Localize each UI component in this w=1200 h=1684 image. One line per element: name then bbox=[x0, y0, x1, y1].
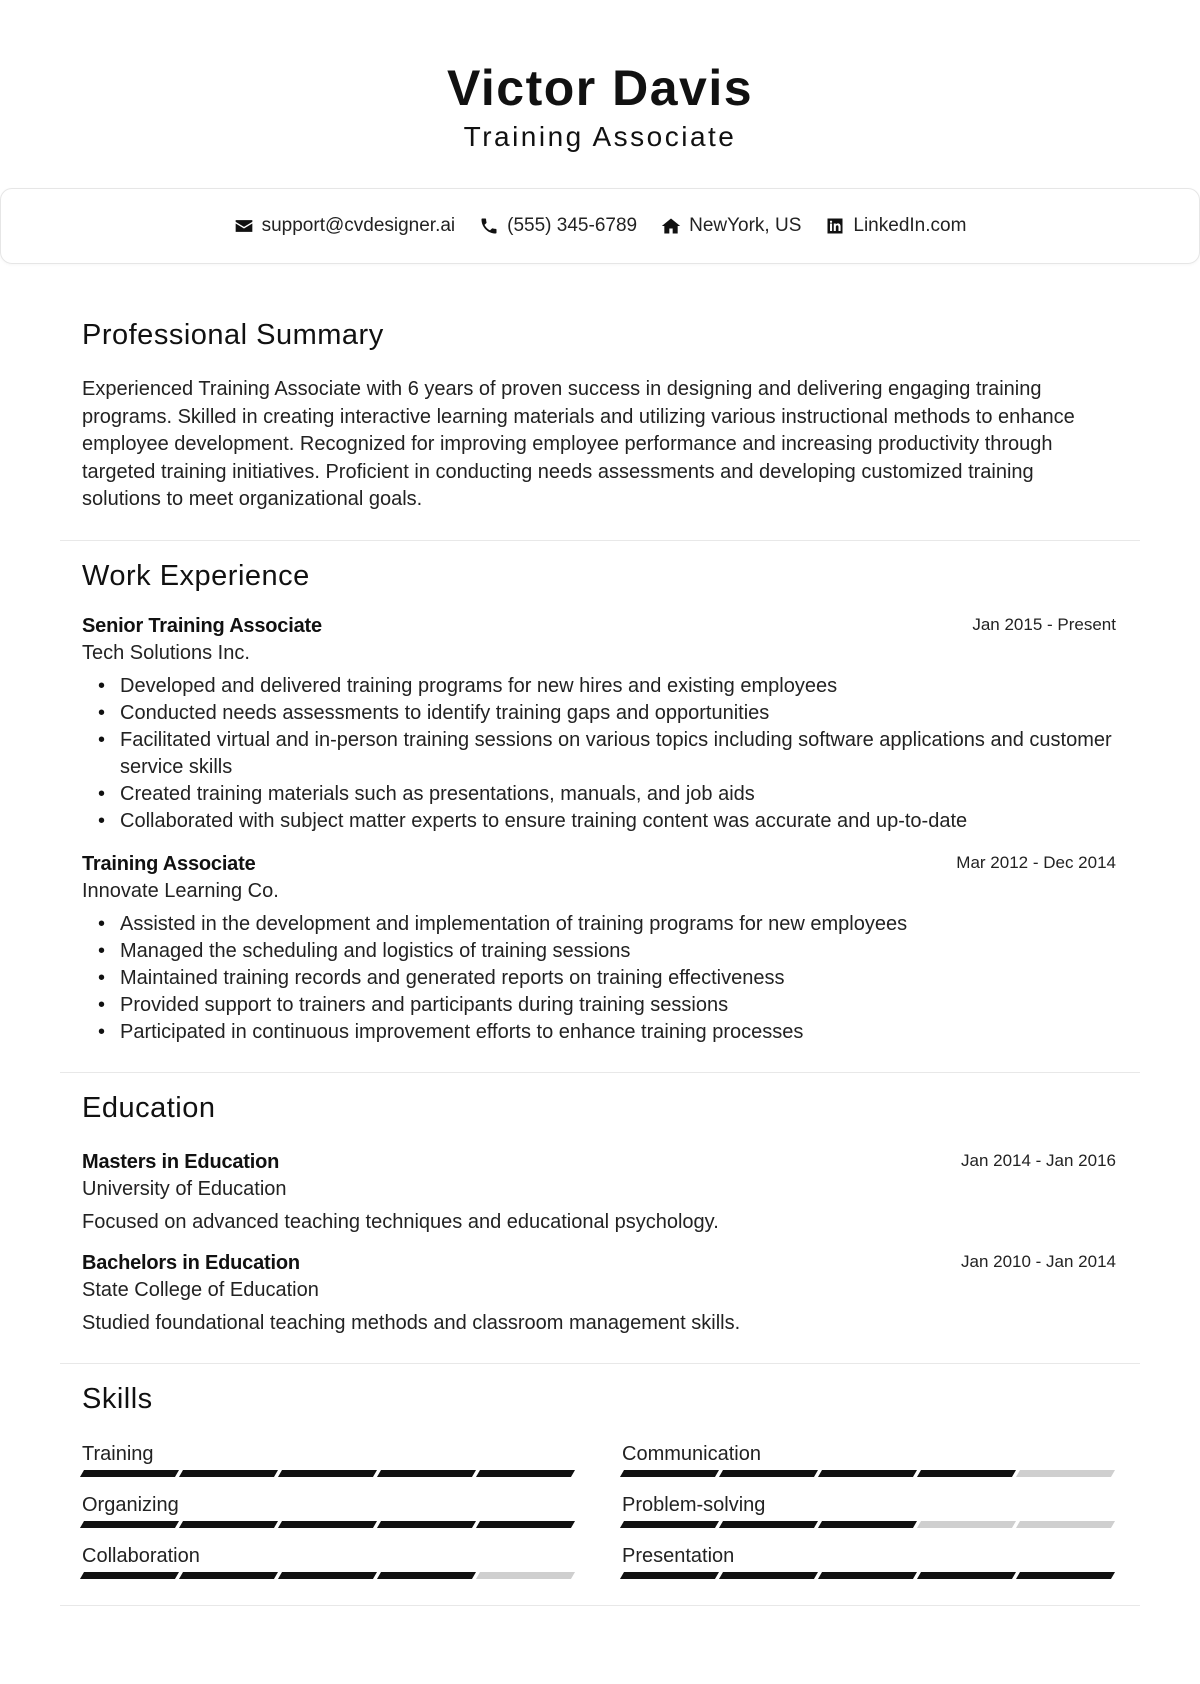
contact-linkedin-text: LinkedIn.com bbox=[853, 215, 967, 236]
skill-level-segment bbox=[917, 1521, 1016, 1528]
skill-level-segment bbox=[476, 1470, 575, 1477]
skill-level-segment bbox=[476, 1572, 575, 1579]
skill-level-bar bbox=[82, 1470, 576, 1477]
skill-level-segment bbox=[476, 1521, 575, 1528]
skill-item bbox=[82, 1440, 576, 1477]
skill-level-segment bbox=[377, 1521, 476, 1528]
resume-body bbox=[60, 300, 1140, 1606]
skills-grid bbox=[82, 1440, 1118, 1579]
section-title: Work Experience bbox=[82, 559, 310, 592]
skills-section bbox=[60, 1364, 1140, 1606]
skill-level-segment bbox=[917, 1470, 1016, 1477]
list-item: • Provided support to trainers and participants during training sessions bbox=[98, 992, 1118, 1019]
school-name: University of Education bbox=[82, 1177, 287, 1200]
skill-level-segment bbox=[80, 1572, 179, 1579]
skill-item bbox=[622, 1440, 1116, 1477]
summary-section bbox=[60, 300, 1140, 541]
skill-level-segment bbox=[917, 1572, 1016, 1579]
list-item: • Managed the scheduling and logistics of training sessions bbox=[98, 938, 1118, 965]
candidate-name: Victor Davis bbox=[446, 60, 754, 116]
section-title: Skills bbox=[82, 1382, 153, 1415]
contact-linkedin[interactable] bbox=[825, 215, 966, 237]
skill-level-segment bbox=[179, 1470, 278, 1477]
degree-title: Bachelors in Education bbox=[82, 1251, 300, 1274]
skill-name: Collaboration bbox=[82, 1544, 200, 1567]
degree-title: Masters in Education bbox=[82, 1150, 280, 1173]
education-description: Studied foundational teaching methods and classroom management skills. bbox=[82, 1311, 741, 1334]
section-title: Education bbox=[82, 1091, 216, 1124]
job-bullets bbox=[82, 911, 1118, 1046]
job-entry bbox=[82, 613, 1118, 835]
skill-level-segment bbox=[278, 1470, 377, 1477]
education-entry bbox=[82, 1149, 1118, 1236]
experience-section bbox=[60, 541, 1140, 1073]
home-icon bbox=[661, 216, 681, 236]
skill-level-segment bbox=[179, 1521, 278, 1528]
skill-name: Presentation bbox=[622, 1544, 735, 1567]
list-item: • Conducted needs assessments to identify training gaps and opportunities bbox=[98, 700, 1118, 727]
skill-level-bar bbox=[622, 1572, 1116, 1579]
linkedin-icon bbox=[825, 216, 845, 236]
resume-header bbox=[0, 0, 1200, 154]
contact-phone[interactable] bbox=[479, 215, 637, 237]
envelope-icon bbox=[234, 216, 254, 236]
skill-level-bar bbox=[622, 1470, 1116, 1477]
skill-level-segment bbox=[719, 1470, 818, 1477]
job-bullets bbox=[82, 673, 1118, 835]
job-entry bbox=[82, 851, 1118, 1046]
job-title: Training Associate bbox=[82, 852, 256, 875]
education-section bbox=[60, 1073, 1140, 1364]
school-name: State College of Education bbox=[82, 1278, 319, 1301]
list-item: • Collaborated with subject matter experts to ensure training content was accurate and up-to-date bbox=[98, 808, 1118, 835]
skill-item bbox=[82, 1491, 576, 1528]
skill-level-segment bbox=[1016, 1572, 1115, 1579]
list-item: • Developed and delivered training programs for new hires and existing employees bbox=[98, 673, 1118, 700]
skill-level-segment bbox=[80, 1470, 179, 1477]
contact-location-text: NewYork, US bbox=[689, 215, 802, 236]
job-title: Senior Training Associate bbox=[82, 614, 322, 637]
skill-name: Problem-solving bbox=[622, 1493, 766, 1516]
contact-bar bbox=[0, 188, 1200, 264]
skill-level-segment bbox=[818, 1572, 917, 1579]
skill-level-segment bbox=[377, 1572, 476, 1579]
job-dates: Mar 2012 - Dec 2014 bbox=[956, 852, 1116, 872]
summary-text: Experienced Training Associate with 6 years of proven success in designing and delivering engaging training programs. Skilled in creating interactive learning materials and utilizing various instructional methods to enhance employee development. Recognized for improving employee performance and increasing productivity through targeted training initiatives. Proficient in conducting needs assessments and developing customized training solutions to meet organizational goals. bbox=[82, 378, 1075, 510]
section-title: Professional Summary bbox=[82, 319, 384, 351]
skill-name: Organizing bbox=[82, 1493, 179, 1516]
contact-location bbox=[661, 215, 801, 237]
job-dates: Jan 2015 - Present bbox=[972, 614, 1116, 634]
skill-level-segment bbox=[1016, 1521, 1115, 1528]
skill-level-segment bbox=[620, 1470, 719, 1477]
job-company: Tech Solutions Inc. bbox=[82, 641, 250, 664]
skill-level-segment bbox=[719, 1572, 818, 1579]
skill-level-segment bbox=[1016, 1470, 1115, 1477]
skill-level-segment bbox=[620, 1572, 719, 1579]
education-dates: Jan 2010 - Jan 2014 bbox=[960, 1251, 1116, 1271]
candidate-title: Training Associate bbox=[463, 121, 737, 152]
skill-level-segment bbox=[80, 1521, 179, 1528]
contact-email[interactable] bbox=[234, 215, 456, 237]
job-company: Innovate Learning Co. bbox=[82, 879, 279, 902]
contact-phone-text: (555) 345-6789 bbox=[507, 215, 638, 236]
skill-level-segment bbox=[818, 1521, 917, 1528]
skill-level-segment bbox=[278, 1572, 377, 1579]
list-item: • Created training materials such as presentations, manuals, and job aids bbox=[98, 781, 1118, 808]
skill-level-bar bbox=[82, 1572, 576, 1579]
education-entry bbox=[82, 1250, 1118, 1337]
skill-level-segment bbox=[179, 1572, 278, 1579]
skill-level-segment bbox=[620, 1521, 719, 1528]
phone-icon bbox=[479, 216, 499, 236]
skill-level-segment bbox=[818, 1470, 917, 1477]
skill-item bbox=[622, 1491, 1116, 1528]
skill-level-segment bbox=[377, 1470, 476, 1477]
skill-name: Training bbox=[82, 1442, 154, 1465]
skill-item bbox=[622, 1542, 1116, 1579]
education-dates: Jan 2014 - Jan 2016 bbox=[960, 1150, 1116, 1170]
list-item: • Assisted in the development and implementation of training programs for new employees bbox=[98, 911, 1118, 938]
list-item: • Participated in continuous improvement efforts to enhance training processes bbox=[98, 1019, 1118, 1046]
skill-level-segment bbox=[719, 1521, 818, 1528]
skill-name: Communication bbox=[622, 1442, 761, 1465]
list-item: • Maintained training records and generated reports on training effectiveness bbox=[98, 965, 1118, 992]
skill-level-bar bbox=[82, 1521, 576, 1528]
skill-level-segment bbox=[278, 1521, 377, 1528]
contact-email-text: support@cvdesigner.ai bbox=[261, 215, 456, 236]
list-item: • Facilitated virtual and in-person training sessions on various topics including software applications and customer service skills bbox=[98, 727, 1118, 781]
skill-item bbox=[82, 1542, 576, 1579]
skill-level-bar bbox=[622, 1521, 1116, 1528]
education-description: Focused on advanced teaching techniques and educational psychology. bbox=[82, 1210, 719, 1233]
